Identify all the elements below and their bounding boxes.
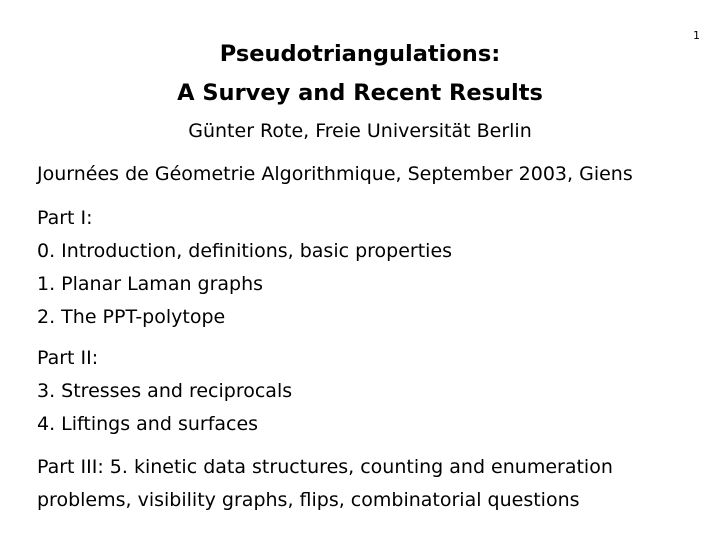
part-1-section [37,202,707,334]
page-number: 1 [693,29,700,42]
part-3-section [37,451,707,517]
part-2-item: 4. Liftings and surfaces [37,413,259,435]
author-affiliation: Günter Rote, Freie Universität Berlin [188,120,532,142]
slide-title [0,35,720,113]
part-2-section [37,342,707,441]
part-3-line-1: Part III: 5. kinetic data structures, counting and enumeration [37,456,613,478]
title-line-1: Pseudotriangulations: [219,41,501,67]
part-1-item: 1. Planar Laman graphs [37,273,264,295]
title-line-2: A Survey and Recent Results [177,80,543,106]
part-1-item: 2. The PPT-polytope [37,306,226,328]
part-1-item: 0. Introduction, definitions, basic properties [37,240,453,262]
part-2-item: 3. Stresses and reciprocals [37,380,293,402]
event-text: Journées de Géometrie Algorithmique, September 2003, Giens [37,163,633,185]
part-2-heading: Part II: [37,347,99,369]
part-3-line-2: problems, visibility graphs, flips, combinatorial questions [37,489,580,511]
part-1-heading: Part I: [37,207,93,229]
event-line [37,158,707,191]
